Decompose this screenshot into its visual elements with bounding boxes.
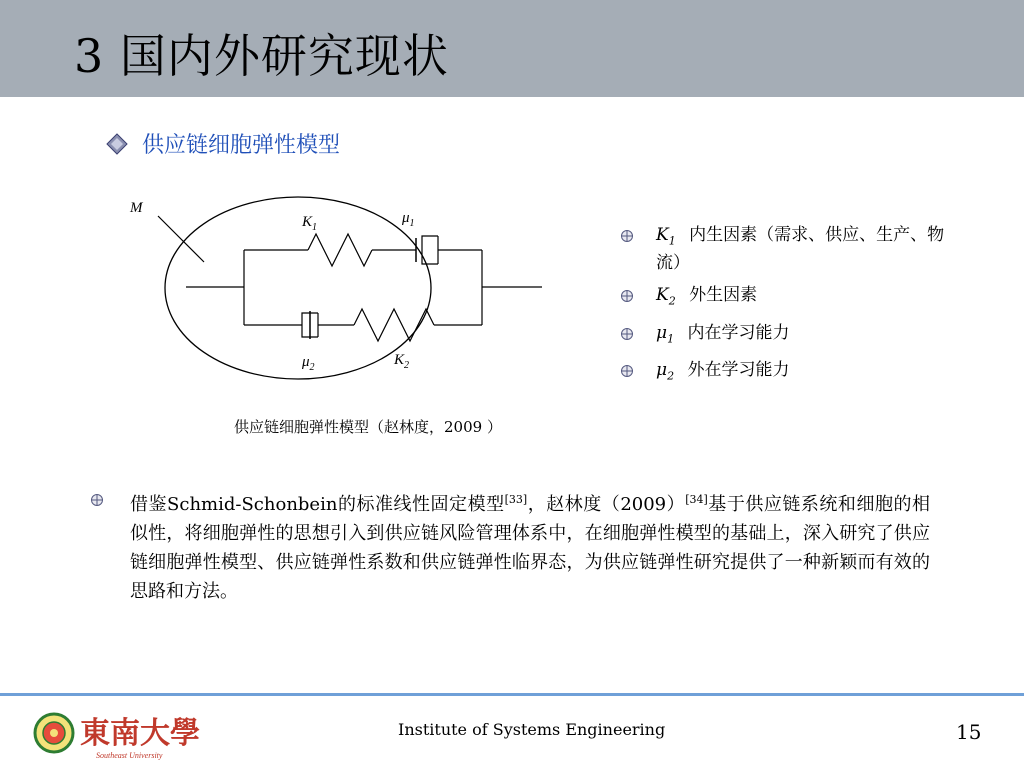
- bullet-icon: [620, 327, 634, 341]
- spring-k1: [308, 234, 372, 266]
- cell-ellipse: [165, 197, 431, 379]
- legend-item-k2: [620, 284, 950, 312]
- logo-english-name: Southeast University: [96, 751, 163, 760]
- page-number: 15: [956, 720, 982, 744]
- label-k1: $K_1$: [302, 214, 318, 233]
- legend-item-k1: [620, 224, 950, 275]
- legend-text: 外生因素: [689, 285, 758, 306]
- legend-text: 内在学习能力: [687, 322, 790, 343]
- legend-text: 内生因素（需求、供应、生产、物流）: [656, 225, 945, 274]
- spring-k2: [354, 309, 434, 341]
- legend-symbol: $\mu_1$: [656, 322, 675, 346]
- bullet-icon: [620, 364, 634, 378]
- slide-title: 3 国内外研究现状: [74, 29, 449, 83]
- footer-divider: [0, 693, 1024, 696]
- diamond-bullet-icon: [106, 133, 128, 155]
- paragraph-text: 借鉴Schmid-Schonbein的标准线性固定模型[33]，赵林度（2009）[34]基于供应链系统和细胞的相似性，将细胞弹性的思想引入到供应链风险管理体系中，在细胞弹性模型的基础上，深入研究了供应链细胞弹性模型、供应链弹性系数和供应链弹性临界态，为供应链弹性研究提供了一种新颖而有效的思路和方法。: [130, 493, 931, 602]
- subtitle-row: [106, 128, 340, 159]
- bullet-icon: [90, 493, 104, 507]
- citation-33: [33]: [504, 493, 528, 506]
- cell-elasticity-diagram: [120, 190, 560, 400]
- diagram-caption: 供应链细胞弹性模型（赵林度，2009 ）: [234, 418, 502, 436]
- logo-chinese-name: 東南大學: [80, 716, 200, 751]
- legend-symbol: $K_2$: [656, 285, 676, 308]
- footer-institute: Institute of Systems Engineering: [398, 720, 666, 739]
- legend-symbol: $K_1$: [656, 225, 676, 248]
- mass-pointer-line: [158, 216, 204, 262]
- body-paragraph: [90, 485, 930, 606]
- dashpot-mu2: [302, 311, 318, 339]
- legend-symbol: $\mu_2$: [656, 360, 675, 383]
- legend-list: [620, 224, 950, 397]
- bullet-icon: [620, 229, 634, 243]
- label-k2: $K_2$: [394, 352, 410, 371]
- legend-text: 外在学习能力: [687, 360, 790, 381]
- university-logo: [28, 707, 208, 763]
- bullet-icon: [620, 289, 634, 303]
- legend-item-mu2: [620, 359, 950, 387]
- label-m: M: [130, 200, 143, 216]
- label-mu1: $\mu_1$: [402, 210, 415, 229]
- legend-item-mu1: [620, 322, 950, 350]
- label-mu2: $\mu_2$: [302, 354, 315, 373]
- section-subtitle: 供应链细胞弹性模型: [142, 133, 341, 158]
- citation-34: [34]: [685, 493, 708, 506]
